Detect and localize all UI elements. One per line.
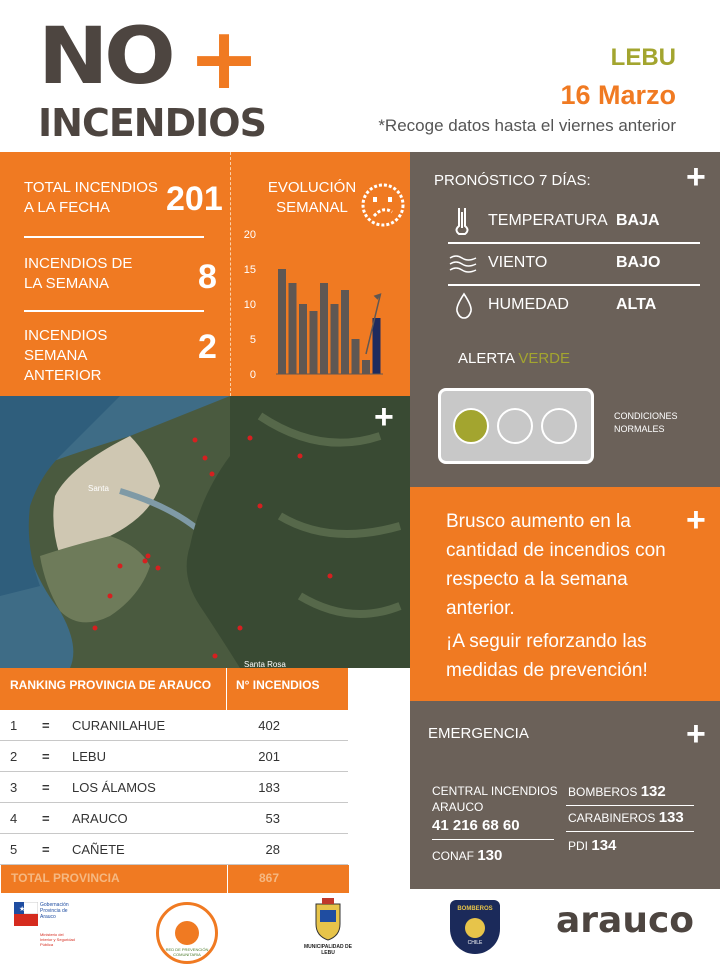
conaf-number: 130 [477,847,503,864]
central-number: 41 216 68 60 [432,817,520,834]
chart-bar [289,283,297,374]
message-text: Brusco aumento en la cantidad de incendios con respecto a la semana anterior. [446,511,666,619]
table-row [0,772,348,803]
alert-prefix: ALERTA [458,350,515,367]
table-row [0,741,348,772]
bomberos-contact [568,783,666,800]
panel-divider [230,152,231,396]
ranking-total-value: 867 [259,871,280,885]
muni-label: MUNICIPALIDAD DE LEBU [304,944,352,956]
forecast-value: BAJA [616,212,660,229]
svg-text:★: ★ [19,905,26,913]
province-name: CAÑETE [72,842,125,857]
fire-count: 53 [265,811,280,826]
carabineros-contact [568,809,684,826]
logo-plus-sign: + [188,9,261,109]
y-tick-label: 0 [249,369,256,381]
gob-line2: Provincia de Arauco [40,908,68,920]
forecast-label: TEMPERATURA [488,212,608,229]
municipalidad-logo [298,898,358,958]
stats-panel [0,152,410,396]
light-red [541,408,577,444]
chart-bar [299,304,307,374]
forecast-panel [410,152,720,487]
coat-of-arms-icon [298,898,358,942]
table-row [0,834,348,865]
rank-position: 3 [10,780,18,795]
bomberos-label: BOMBEROS [568,785,638,799]
emergency-divider [432,839,554,840]
map-label: Santa [88,484,109,493]
bomberos-number: 132 [640,783,666,800]
prev-week-fires-value: 2 [198,328,217,366]
evolution-label: EVOLUCIÓN SEMANAL [267,179,357,216]
bomberos-logo-sub: CHILE [467,940,483,946]
conditions-text: CONDICIONES NORMALES [614,411,678,434]
chart-bar [320,283,328,374]
map-label: Santa Rosa [244,660,286,668]
rank-position: 4 [10,811,18,826]
chart-bar [373,318,381,374]
forecast-row-temperature [448,202,700,244]
plus-icon: + [686,501,706,539]
forecast-row-humidity [448,286,700,326]
data-note: *Recoge datos hasta el viernes anterior [378,116,676,135]
logo-incendios-text: INCENDIOS [38,101,266,145]
pdi-label: PDI [568,839,589,853]
ranking-total [0,864,350,894]
ranking-header-right: N° INCENDIOS [236,678,320,692]
map-image [0,396,410,668]
hand-icon [175,921,199,945]
report-date: 16 Marzo [560,80,676,110]
arauco-logo: arauco [556,900,695,941]
forecast-row-wind [448,244,700,286]
sponsor-footer [0,894,720,960]
light-green [453,408,489,444]
message-call: ¡A seguir reforzando las medidas de prevención! [446,631,648,681]
chart-bar [331,304,339,374]
weekly-evolution-chart [236,226,386,386]
rank-trend: = [42,749,50,764]
rank-position: 1 [10,718,18,733]
logo-no-text: NO [38,12,172,102]
bomberos-logo-label: BOMBEROS [457,906,493,912]
pdi-number: 134 [591,837,617,854]
chile-flag-icon [14,902,38,926]
carabineros-number: 133 [658,809,684,826]
y-tick-label: 15 [243,264,256,276]
week-fires-label: INCENDIOS DE LA SEMANA [24,255,133,292]
rank-position: 2 [10,749,18,764]
fire-count: 28 [265,842,280,857]
week-fires-value: 8 [198,258,217,296]
rank-trend: = [42,780,50,795]
y-tick-label: 20 [243,229,256,241]
forecast-title: PRONÓSTICO 7 DÍAS: [434,172,591,189]
total-fires-label: TOTAL INCENDIOS A LA FECHA [24,179,158,216]
place-name: LEBU [610,44,676,71]
province-name: CURANILAHUE [72,718,166,733]
message-panel [410,487,720,701]
worried-face-icon [358,180,408,230]
gob-line3: Ministerio del Interior y Seguridad Pública [40,932,75,947]
y-tick-label: 5 [249,334,256,346]
stats-divider [24,310,204,312]
chart-bar [278,269,286,374]
table-row [0,803,348,834]
fire-count: 201 [258,749,280,764]
emergency-title: EMERGENCIA [428,725,529,742]
rank-trend: = [42,718,50,733]
province-name: ARAUCO [72,811,128,826]
forecast-label: VIENTO [488,254,548,271]
chart-bar [352,339,360,374]
ranking-header [0,668,348,710]
column-divider [227,865,228,893]
chart-bar [310,311,318,374]
rank-trend: = [42,811,50,826]
emergency-divider [566,831,694,832]
plus-icon: + [686,715,706,753]
province-name: LEBU [72,749,106,764]
light-yellow [497,408,533,444]
forecast-label: HUMEDAD [488,296,569,313]
alert-level: VERDE [518,350,570,367]
prev-week-fires-label: INCENDIOS SEMANA ANTERIOR [24,327,108,384]
ranking-header-left: RANKING PROVINCIA DE ARAUCO [10,678,212,692]
y-tick-label: 10 [243,299,256,311]
rank-position: 5 [10,842,18,857]
plus-icon: + [374,398,394,436]
chart-bar [362,360,370,374]
chart-bar [341,290,349,374]
central-label: CENTRAL INCENDIOS ARAUCO [432,784,558,814]
plus-icon: + [686,158,706,196]
forecast-value: BAJO [616,254,661,271]
satellite-map [0,396,410,668]
plus-icon: + [366,710,386,748]
traffic-light [438,388,594,464]
red-label: RED DE PREVENCIÓN COMUNITARIA [165,947,209,957]
alert-status [458,350,570,367]
ranking-total-label: TOTAL PROVINCIA [11,871,120,885]
droplet-icon [454,292,474,320]
emblem-icon [465,918,485,938]
bomberos-logo [450,900,500,954]
emergency-divider [566,805,694,806]
fire-count: 402 [258,718,280,733]
gobernacion-logo [14,902,74,954]
red-prevencion-logo [156,902,218,964]
column-divider [226,668,227,710]
rank-trend: = [42,842,50,857]
ranking-table [0,668,348,894]
forecast-value: ALTA [616,296,657,313]
total-fires-value: 201 [166,180,223,218]
table-row [0,710,348,741]
wind-icon [448,254,478,274]
province-name: LOS ÁLAMOS [72,780,156,795]
carabineros-label: CARABINEROS [568,811,656,825]
conaf-contact [432,847,502,864]
stats-divider [24,236,204,238]
gob-line1: Gobernación [40,902,69,908]
emergency-panel [410,701,720,889]
pdi-contact [568,837,616,854]
conaf-label: CONAF [432,849,474,863]
fire-count: 183 [258,780,280,795]
thermometer-icon [450,206,474,236]
